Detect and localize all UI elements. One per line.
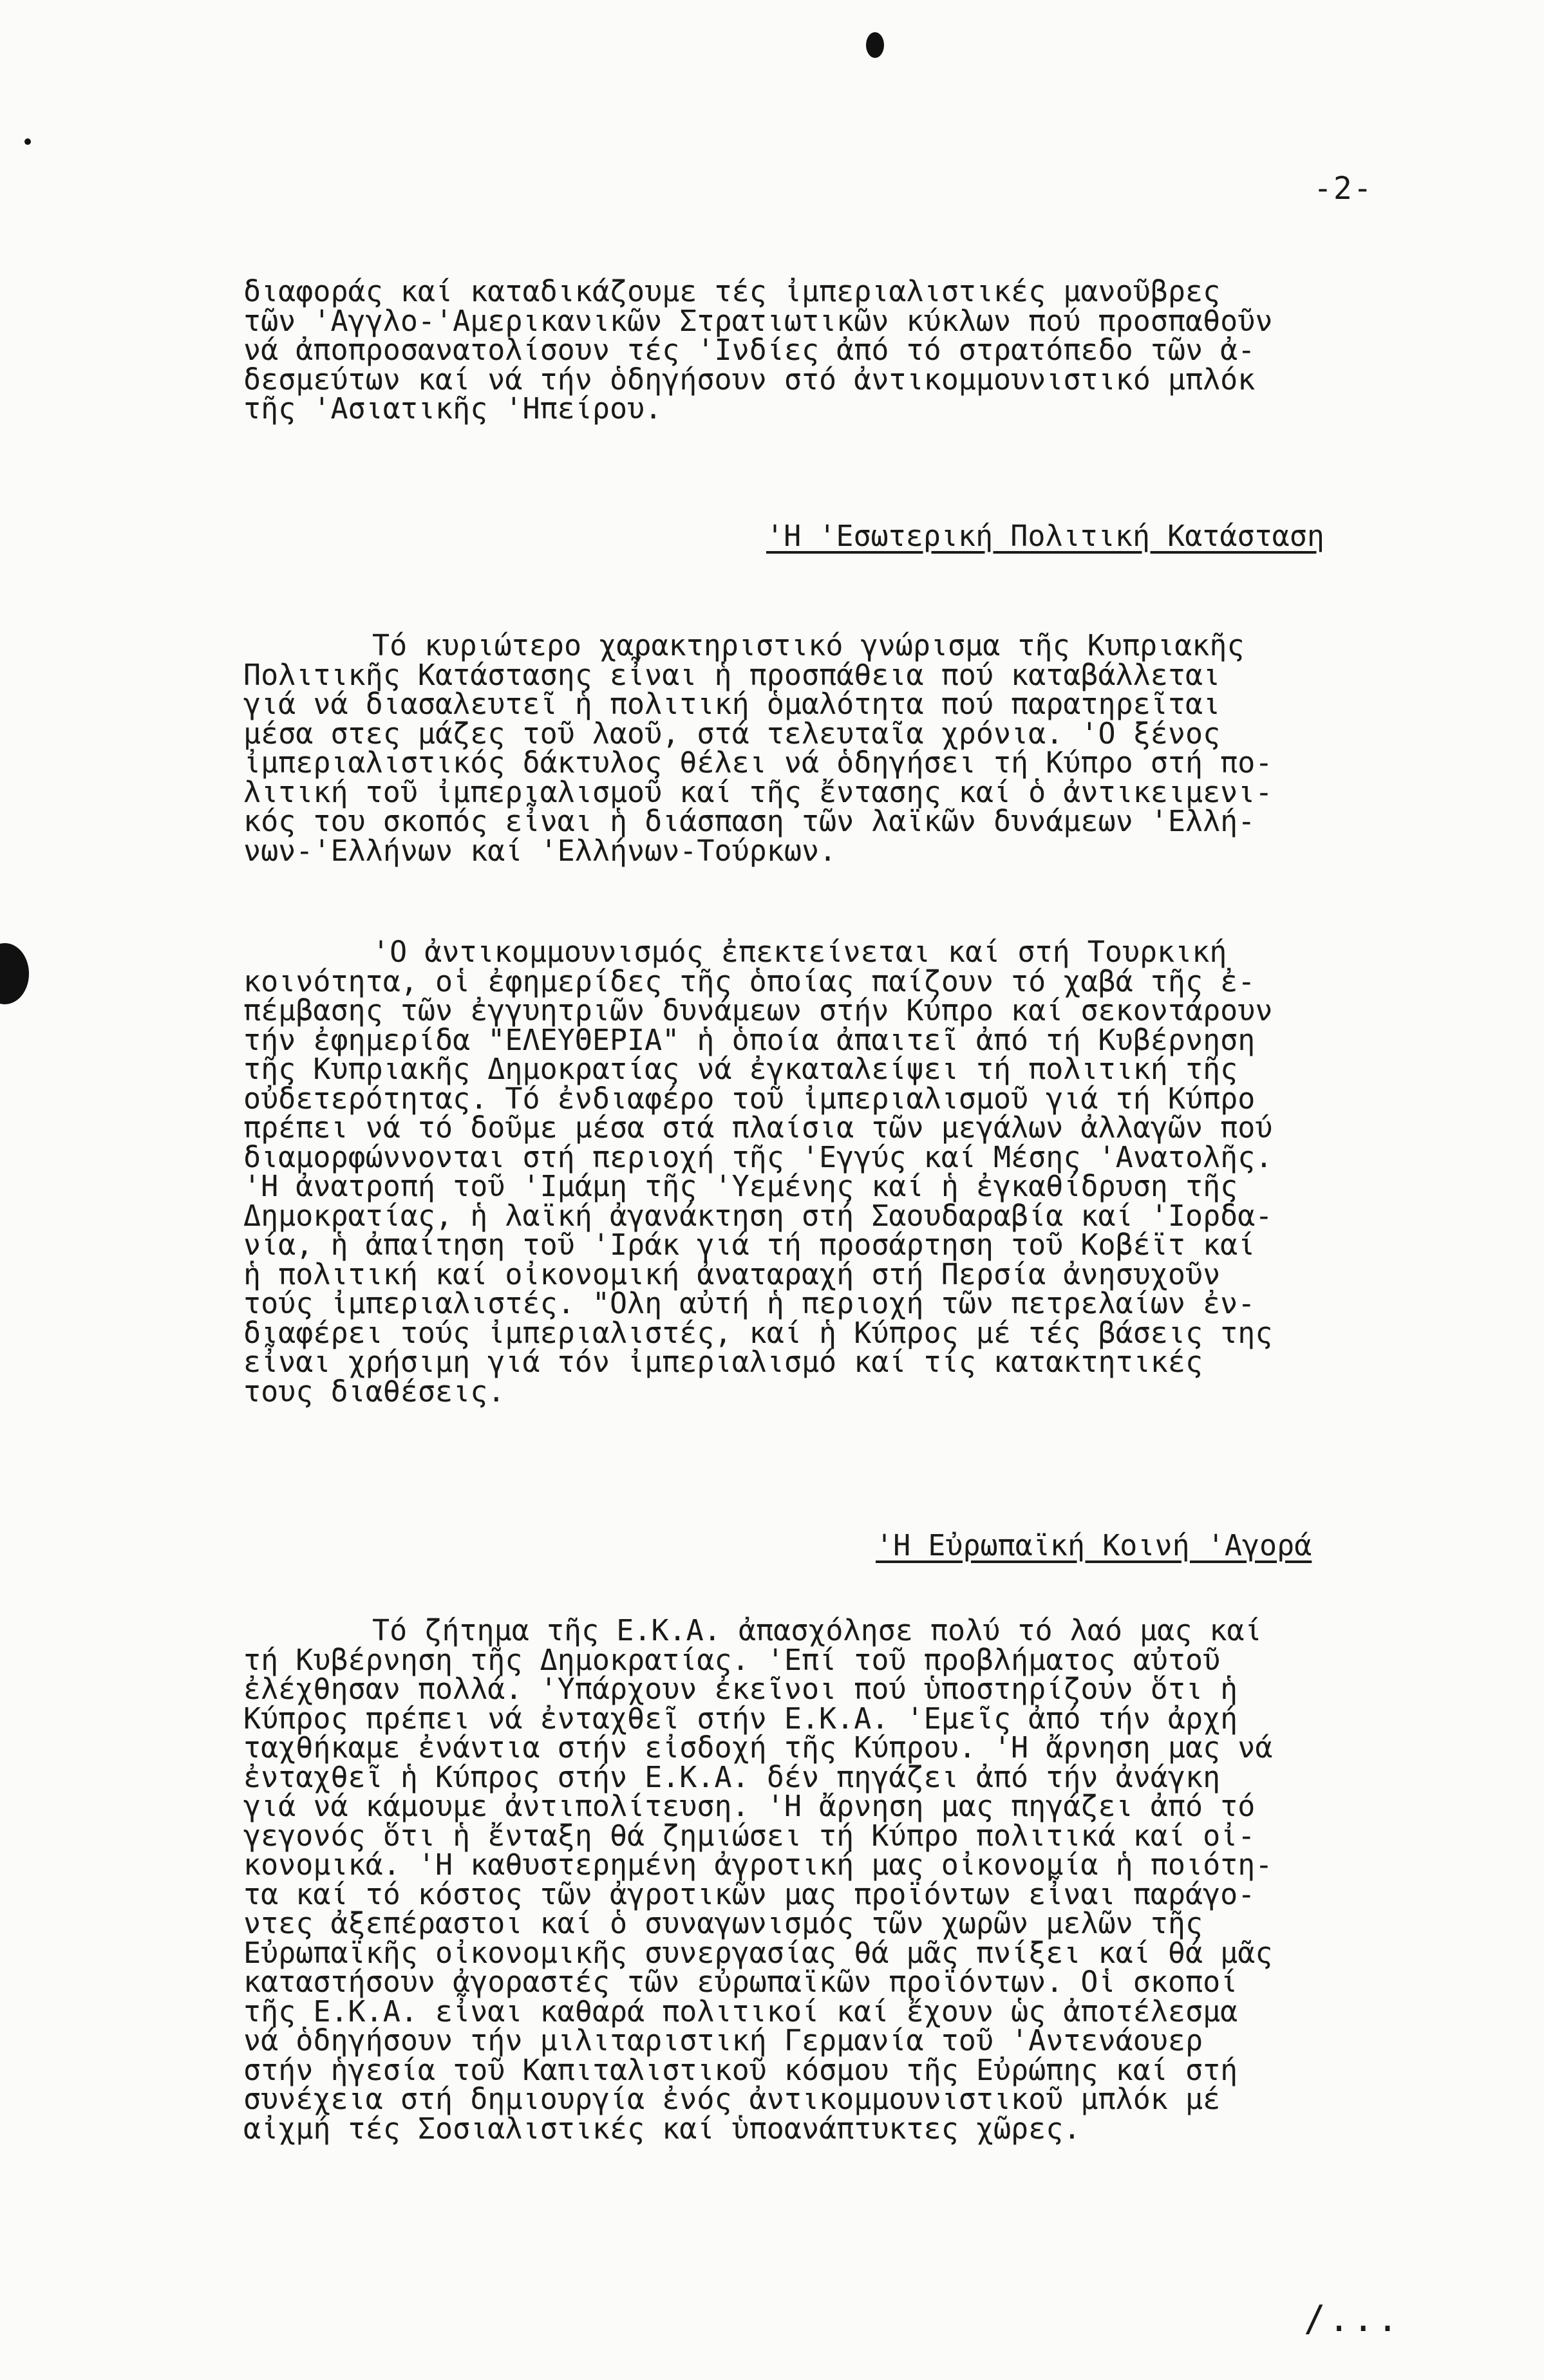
text-line: οὐδετερότητας. Τό ἐνδιαφέρο τοῦ ἰμπεριαλισμοῦ γιά τή Κύπρο <box>243 1081 1256 1116</box>
heading-internal-politics: 'Η 'Εσωτερική Πολιτική Κατάσταση <box>766 519 1324 553</box>
text-line: Πολιτικῆς Κατάστασης εἶναι ἡ προσπάθεια πού καταβάλλεται <box>243 657 1221 692</box>
text-line: καταστήσουν ἀγοραστές τῶν εὐρωπαϊκῶν προϊόντων. Οἱ σκοποί <box>243 1965 1238 1999</box>
text-line: διαμορφώννονται στή περιοχή τῆς 'Εγγύς καί Μέσης 'Ανατολῆς. <box>243 1139 1273 1174</box>
text-line: Τό ζήτημα τῆς Ε.Κ.Α. ἀπασχόλησε πολύ τό λαό μας καί <box>372 1613 1262 1647</box>
continuation-mark: /... <box>1304 2298 1401 2340</box>
text-line: τῆς Κυπριακῆς Δημοκρατίας νά ἐγκαταλείψει τή πολιτική τῆς <box>243 1052 1238 1086</box>
text-line: διαφοράς καί καταδικάζουμε τές ἰμπεριαλιστικές μανοῦβρες <box>243 274 1221 308</box>
text-line: τους διαθέσεις. <box>243 1374 505 1409</box>
text-line: νά ὁδηγήσουν τήν μιλιταριστική Γερμανία τοῦ 'Αντενάουερ <box>243 2023 1203 2057</box>
punch-hole-mark <box>0 943 29 1004</box>
text-line: τῆς 'Ασιατικῆς 'Ηπείρου. <box>243 391 663 426</box>
text-line: λιτική τοῦ ἰμπεριαλισμοῦ καί τῆς ἔντασης καί ὁ ἀντικειμενι- <box>243 774 1273 809</box>
text-line: Κύπρος πρέπει νά ἐνταχθεῖ στήν Ε.Κ.Α. 'Εμεῖς ἀπό τήν ἀρχή <box>243 1701 1238 1736</box>
text-line: πρέπει νά τό δοῦμε μέσα στά πλαίσια τῶν μεγάλων ἀλλαγῶν πού <box>243 1110 1273 1145</box>
text-line: Τό κυριώτερο χαρακτηριστικό γνώρισμα τῆς Κυπριακῆς <box>372 628 1245 662</box>
text-line: γεγονός ὅτι ἡ ἔνταξη θά ζημιώσει τή Κύπρο πολιτικά καί οἰ- <box>243 1818 1256 1853</box>
text-line: ἡ πολιτική καί οἰκονομική ἀναταραχή στή Περσία ἀνησυχοῦν <box>243 1257 1221 1291</box>
text-line: ντες ἀξεπέραστοι καί ὁ συναγωνισμός τῶν χωρῶν μελῶν τῆς <box>243 1906 1203 1940</box>
text-line: τή Κυβέρνηση τῆς Δημοκρατίας. 'Επί τοῦ προβλήματος αὐτοῦ <box>243 1642 1221 1677</box>
text-line: κοινότητα, οἱ ἐφημερίδες τῆς ὁποίας παίζουν τό χαβά τῆς ἐ- <box>243 964 1256 998</box>
text-line: μέσα στες μάζες τοῦ λαοῦ, στά τελευταῖα χρόνια. 'Ο ξένος <box>243 716 1221 751</box>
text-line: εἶναι χρήσιμη γιά τόν ἰμπεριαλισμό καί τίς κατακτητικές <box>243 1345 1203 1379</box>
top-ink-mark <box>866 32 884 58</box>
text-line: 'Η ἀνατροπή τοῦ 'Ιμάμη τῆς 'Υεμένης καί ἡ ἐγκαθίδρυση τῆς <box>243 1169 1238 1203</box>
text-line: δεσμεύτων καί νά τήν ὁδηγήσουν στό ἀντικομμουνιστικό μπλόκ <box>243 362 1256 397</box>
text-line: ἰμπεριαλιστικός δάκτυλος θέλει νά ὁδηγήσει τή Κύπρο στή πο- <box>243 745 1273 780</box>
text-line: κονομικά. 'Η καθυστερημένη ἀγροτική μας οἰκονομία ἡ ποιότη- <box>243 1848 1273 1882</box>
text-line: πέμβασης τῶν ἐγγυητριῶν δυνάμεων στήν Κύπρο καί σεκοντάρουν <box>243 993 1273 1027</box>
text-line: νά ἀποπροσανατολίσουν τές 'Ινδίες ἀπό τό στρατόπεδο τῶν ἀ- <box>243 333 1256 367</box>
text-line: ταχθήκαμε ἐνάντια στήν εἰσδοχή τῆς Κύπρου. 'Η ἄρνηση μας νά <box>243 1730 1273 1765</box>
text-line: ἐνταχθεῖ ἡ Κύπρος στήν Ε.Κ.Α. δέν πηγάζει ἀπό τήν ἀνάγκη <box>243 1759 1221 1794</box>
text-line: τῆς Ε.Κ.Α. εἶναι καθαρά πολιτικοί καί ἔχουν ὡς ἀποτέλεσμα <box>243 1994 1238 2029</box>
text-line: συνέχεια στή δημιουργία ἐνός ἀντικομμουνιστικοῦ μπλόκ μέ <box>243 2082 1221 2116</box>
text-line: κός του σκοπός εἶναι ἡ διάσπαση τῶν λαϊκῶν δυνάμεων 'Ελλή- <box>243 804 1256 838</box>
text-line: Εὐρωπαϊκῆς οἰκονομικῆς συνεργασίας θά μᾶς πνίξει καί θά μᾶς <box>243 1935 1273 1970</box>
text-line: τούς ἰμπεριαλιστές. "Ολη αὐτή ἡ περιοχή τῶν πετρελαίων ἐν- <box>243 1286 1256 1320</box>
text-line: τα καί τό κόστος τῶν ἀγροτικῶν μας προϊόντων εἶναι παράγο- <box>243 1877 1256 1911</box>
page-number: -2- <box>1313 171 1373 207</box>
text-line: γιά νά διασαλευτεῖ ἡ πολιτική ὁμαλότητα πού παρατηρεῖται <box>243 687 1221 721</box>
text-line: στήν ἡγεσία τοῦ Καπιταλιστικοῦ κόσμου τῆς Εὐρώπης καί στή <box>243 2052 1238 2087</box>
text-line: 'Ο ἀντικομμουνισμός ἐπεκτείνεται καί στή Τουρκική <box>372 935 1227 969</box>
paragraph-internal-politics-1 <box>243 628 1415 868</box>
paragraph-eec <box>243 1613 1415 2146</box>
paragraph-internal-politics-2 <box>243 935 1415 1409</box>
text-line: ἐλέχθησαν πολλά. 'Υπάρχουν ἐκεῖνοι πού ὑποστηρίζουν ὅτι ἡ <box>243 1672 1238 1706</box>
text-line: τήν ἐφημερίδα "ΕΛΕΥΘΕΡΙΑ" ἡ ὁποία ἀπαιτεῖ ἀπό τή Κυβέρνηση <box>243 1022 1256 1057</box>
text-line: τῶν 'Αγγλο-'Αμερικανικῶν Στρατιωτικῶν κύκλων πού προσπαθοῦν <box>243 303 1273 338</box>
text-line: γιά νά κάμουμε ἀντιπολίτευση. 'Η ἄρνηση μας πηγάζει ἀπό τό <box>243 1789 1256 1823</box>
text-line: αἰχμή τές Σοσιαλιστικές καί ὑποανάπτυκτες χῶρες. <box>243 2111 1081 2146</box>
text-line: διαφέρει τούς ἰμπεριαλιστές, καί ἡ Κύπρος μέ τές βάσεις της <box>243 1315 1273 1350</box>
left-dot-mark <box>24 138 31 145</box>
paragraph-intro <box>243 274 1415 426</box>
text-line: νία, ἡ ἀπαίτηση τοῦ 'Ιράκ γιά τή προσάρτηση τοῦ Κοβέϊτ καί <box>243 1228 1256 1262</box>
heading-eec: 'Η Εὐρωπαϊκή Κοινή 'Αγορά <box>876 1528 1312 1562</box>
text-line: νων-'Ελλήνων καί 'Ελλήνων-Τούρκων. <box>243 833 837 868</box>
text-line: Δημοκρατίας, ἡ λαϊκή ἀγανάκτηση στή Σαουδαραβία καί 'Ιορδα- <box>243 1198 1273 1233</box>
